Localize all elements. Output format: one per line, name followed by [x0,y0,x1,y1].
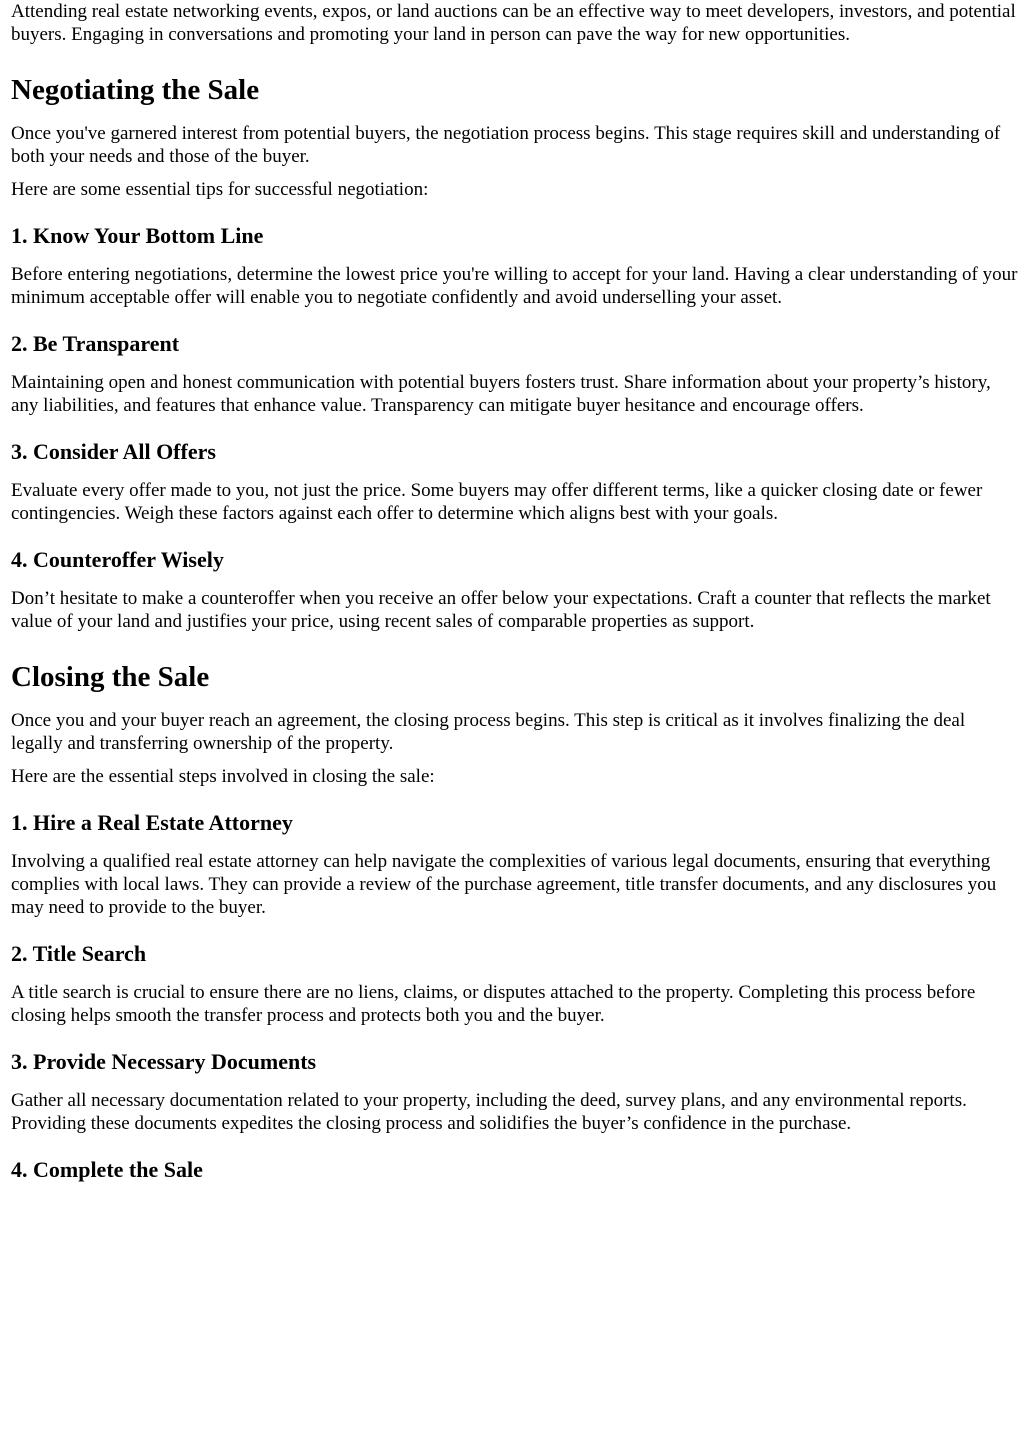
step-heading: 1. Hire a Real Estate Attorney [11,810,293,835]
tip-heading: 2. Be Transparent [11,331,180,356]
step-heading: 2. Title Search [11,941,147,966]
tip-heading: 4. Counteroffer Wisely [11,547,224,572]
tip-heading: 3. Consider All Offers [11,439,216,464]
intro-paragraph: Attending real estate networking events, expos, or land auctions can be an effective way to meet developers, investors, and potential buyers. Engaging in conversations and promoting your land in person can pave the way for new opportunities. [11,1,1016,45]
section-heading-negotiating: Negotiating the Sale [11,74,260,106]
tip-paragraph: Before entering negotiations, determine the lowest price you're willing to accept for your land. Having a clear understanding of your minimum acceptable offer will enable you to negotiate confidently and avoid underselling your asset. [11,264,1018,308]
tip-heading: 1. Know Your Bottom Line [11,223,264,248]
section-heading-closing: Closing the Sale [11,661,210,693]
tip-paragraph: Maintaining open and honest communication with potential buyers fosters trust. Share information about your property’s history, any liabilities, and features that enhance value. Transparency can mitigate buyer hesitance and encourage offers. [11,372,991,416]
tip-paragraph: Evaluate every offer made to you, not just the price. Some buyers may offer different terms, like a quicker closing date or fewer contingencies. Weigh these factors against each offer to determine which aligns best with your goals. [11,480,983,524]
step-paragraph: Involving a qualified real estate attorney can help navigate the complexities of various legal documents, ensuring that everything complies with local laws. They can provide a review of the purchase agreement, title transfer documents, and any disclosures you may need to provide to the buyer. [11,851,997,918]
step-paragraph: A title search is crucial to ensure there are no liens, claims, or disputes attached to the property. Completing this process before closing helps smooth the transfer process and protects both you and the buyer. [11,982,976,1026]
closing-paragraph: Once you and your buyer reach an agreement, the closing process begins. This step is critical as it involves finalizing the deal legally and transferring ownership of the property. [11,710,966,754]
step-paragraph: Gather all necessary documentation related to your property, including the deed, survey plans, and any environmental reports. Providing these documents expedites the closing process and solidifies the buyer’s confidence in the purchase. [11,1090,967,1134]
step-heading: 4. Complete the Sale [11,1157,203,1182]
tip-paragraph: Don’t hesitate to make a counteroffer when you receive an offer below your expectations. Craft a counter that reflects the market value of your land and justifies your price, using recent sales of comparable properties as support. [11,588,991,632]
step-heading: 3. Provide Necessary Documents [11,1049,317,1074]
negotiating-tips-intro: Here are some essential tips for successful negotiation: [11,179,429,200]
negotiating-paragraph: Once you've garnered interest from potential buyers, the negotiation process begins. This stage requires skill and understanding of both your needs and those of the buyer. [11,123,1001,167]
closing-steps-intro: Here are the essential steps involved in closing the sale: [11,766,435,787]
